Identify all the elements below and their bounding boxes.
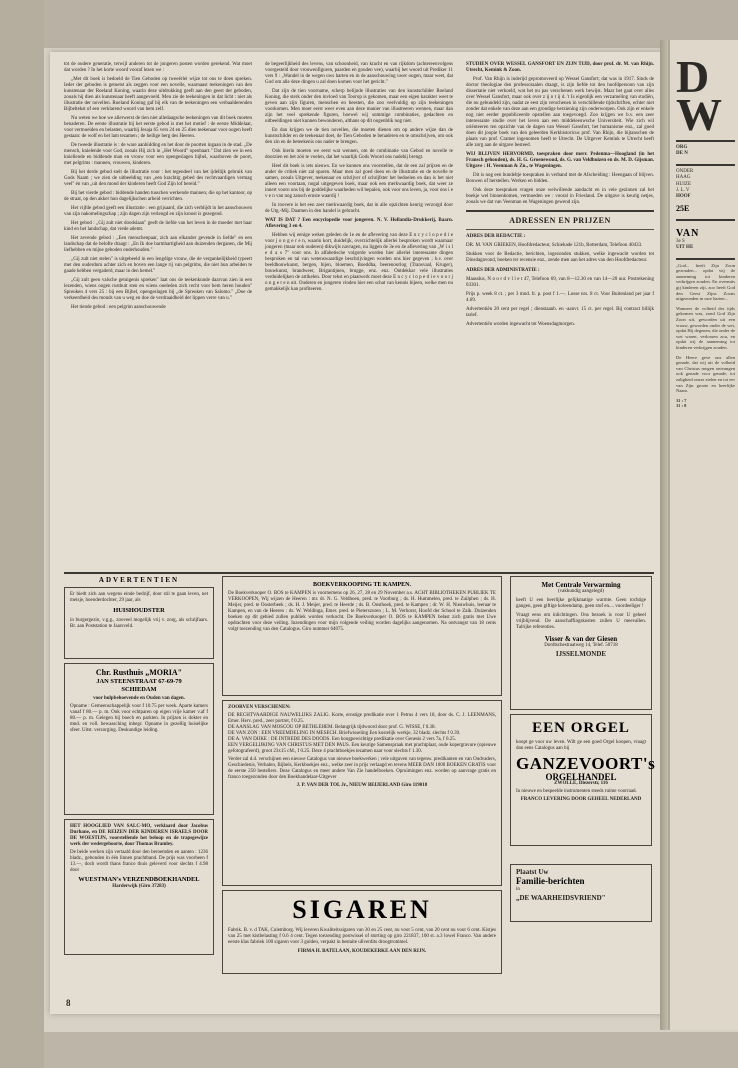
ad-body: De beide werken zijn vertaald door den beroemden en aanten : 1236 bladz., gebonden in één linnen prachtband. De prijs was voorheen f 13.—, doch wordt thans franco thuis geleverd voor slechts f 4.98 door	[70, 850, 208, 873]
ad-line-2: Familie-berichten	[516, 876, 585, 886]
ad-sigaren[interactable]	[222, 890, 502, 974]
ad-publisher: J. P. VAN DER TOL Jr., NIEUW BEIJERLAND Giro 119018	[296, 783, 428, 788]
ad-footer: Verder zal d.d. verschijnen een nieuwe Catalogus van nieuwe boekwerken ; vele uitgaven van tegenw. predikanten en van Oudvaders, Geschiedenis, Verhalen, Bijbels, Kerkboekjes enz., welke zeer in prijs verlaagd en tevens MEER DAN 1000 BOEKEN GRATIS voor de eerste 250 bestellers. Deze Catalogus en meer andere Van Zie handelboeken. Opruimingen enz. worden op aanvrage gratis en franco toegezonden door den Boekhandelaar-Uitgever	[228, 757, 496, 780]
masthead-sub-4: J. L. V	[676, 188, 690, 194]
ad-item: EEN VERGELIJKING VAN CHRISTUS MET DEN PAUS. Een keurige Samenspraak met prachtplaat, oude kopergravure (opieuwe gefotografeerd), groot 23x15 cM., f 0.25. Deze 4 prachtboekjes tezamen naar voor slechts f 1.30.	[228, 743, 496, 754]
ad-brand-2: ORGELHANDEL	[545, 772, 617, 782]
paragraph: „Met dit boek is bedoeld de Tien Geboden op tweeërlei wijze tot ons te doen spreken. Ieder der geboden is getoetst als zeggen voor een novelle, waarnaast teekeningen van den kunstenaar der Roeland Koning, waarin deze uitdrukking geeft aan den geest der geboden, zooals hij dien als kunstenaar heeft aangevoeld. Men zie de teekeningen in dat licht : niet als illustratie der novellen. Roeland Koning gaf bij elk van de teekeningen een verbaalderenden Bijbeltekst of een verklarend woord van hem zelf.	[64, 77, 252, 112]
article-column-2	[265, 62, 453, 296]
advertisement-header: ADVERTENTIEN	[98, 576, 180, 584]
masthead-sub-2: HAAG	[676, 175, 691, 181]
ad-city: IJSSELMONDE	[555, 650, 607, 658]
masthead-letter-d: D	[676, 51, 709, 102]
photo-background-bottom	[0, 1032, 738, 1068]
ad-brand: GANZEVOORT's	[516, 754, 656, 773]
paragraph: Dit is nog een bundeltje toespraken in verband met de Afscheiding : Heengaan of blijven. Bouwen of herstellen. Werken en bidden.	[466, 173, 654, 184]
paragraph: Het zevende gebod : „Een menschenpaar, zich aan elkander gevende in liefde" en een landschap dat de belofte draagt : „En Ik doe barmhartigheid aan duizenden derganen, die Mij liefhebben en mijne geboden onderhouden."	[64, 236, 252, 253]
divider	[466, 229, 654, 230]
divider	[676, 258, 735, 260]
ad-title: Chr. Rusthuis „MORIA"	[95, 668, 183, 677]
ad-title: ZOORVEN VERSCHENEN:	[228, 705, 291, 710]
paragraph: Hebben wij eenige weken geleden de 1e en de aflevering van deze E n c y c l o p e d i e voor j o n g e r e n, waarin kort, duidelijk, overzichtelijk allerlei besproken wordt waarnaar jongeren (maar ook ouderen) dikwijls navragen, nu liggen de 3e en 4e aflevering van „W i s l e d a s 7" voor ons. In alfabetische volgorde worden hier allerlei interessante dingen besproken en tal van wetenswaardige beschrijvingen worden ons hier gegeven ; b.v. over beeldhouwkunst, bergen, bijen, bloemen, Boeddha, beerenoorlog (Transvaal, Kruger), bouwkunst, brandweer, Brigantijnen, brugge, enz. enz. Ontdekkar vele illustraties verduidelijken de artikelen. Door tekst en plaatwerk moet deze E n c y c l o p e d i e v o o r j o n g e r e n uit. Ouderen en jongeren vinden hier een schat van kennis bijeen, welke men nu gemakkelijk kan profiteeren.	[265, 233, 453, 292]
ad-text: in burgergezin, v.g.g., zooveel mogelijk vrij v. zorg, als schrijfaars. Br. aan Poststation te Jaarsveld.	[70, 618, 208, 629]
photo-background-left	[0, 0, 44, 1068]
ad-footer: FRANCO LEVERING DOOR GEHEEL NEDERLAND	[520, 797, 642, 802]
paragraph: Nu weten we hoe we allerwerst de tien niet alledaagsche teekeningen van dit boek moeten benaderen. De eerste illustratie bij het eerste gebod is met het motief : de eerste Middelaar, voor vermoeiden en belasten, waarbij Jesaja 65 vers 24 en 25 dien teekenaar voor oogen heeft gestaan: de wolf en het lam tezamen ; de heilige berg des Heeren.	[64, 116, 252, 139]
redactie-title: ADRES DER REDACTIE :	[466, 234, 526, 239]
ad-moria[interactable]	[64, 663, 214, 815]
ad-title: Met Centrale Verwarming	[541, 581, 621, 589]
org-line-2: DE N	[676, 151, 688, 157]
ad-company: Visser & van der Giesen	[544, 635, 618, 643]
book-review-heading: WAT IS DAT ? Een encyclopedie voor jongeren. N. V. Hollandia-Drukkerij, Baarn. Aflevering 3 en 4.	[265, 218, 453, 229]
administratie-line: Advertentiën 20 cent per regel ; dienstaanb. en -aanvr. 15 ct. per regel. Bij contract billijk tarief.	[466, 307, 654, 318]
ad-centrale-verwarming[interactable]	[510, 576, 652, 710]
ad-huishoudster[interactable]	[64, 587, 214, 659]
divider	[676, 219, 735, 221]
article-column-3	[466, 62, 654, 331]
administratie-line: Maasslus, N o o r d v l l e t 47, Telefoon 69, van 8—12.30 en van 14—20 uur. Postrekening 03301.	[466, 277, 654, 288]
article-columns	[64, 62, 654, 331]
book-review-heading: STUDIEN OVER WESSEL GANSFORT EN ZIJN TIJD, door prof. dr. M. van Rhijn. Utrecht, Kemink & Zoon.	[466, 62, 654, 73]
paragraph: Heel dit boek is iets nieuws. En we kunnen ons voorstellen, dat de een zal prijzen en de ander de critiek niet zal sparen. Maar men zal goed doen en de illustratie en de novelle te samen, zooals Uitgever, teekenaar en schrijver of schrijfster het bedoelen en dan is het niet alleen een voortaan, nogal uitgegeven boek, maar ook een merkwaardig boek, dat weer ze innert voorn ons bij de goddelijke waarheden wil bepalen, ook voor ons leven, ja, voor ons i e v e n van nog zansch ernste waardij !	[265, 164, 453, 199]
ad-address: ZWOLLE, Diezerstr, 116	[554, 781, 608, 786]
ad-zoorven[interactable]	[222, 700, 502, 886]
ad-tagline: voor hulpbehoevende en Ouden van dagen.	[93, 696, 185, 701]
ad-title: SIGAREN	[292, 895, 432, 924]
section-heading-adressen: ADRESSEN EN PRIJZEN	[509, 216, 611, 225]
ad-body-2: Vraagt eens om inlichtingen. Ons bezoek is voor U geheel vrijblijvend. De aanschaffingskosten zullen U meevallen. Talrijke referenties.	[516, 613, 646, 630]
ad-advertiser: WUESTMAN's VERZENDBOEKHANDEL	[78, 876, 200, 883]
paragraph: „Gij zult geen valsche getuigenis spreken" laat ons de teekenkunde daarvan zien in een lezenden, wiens oogen rusthuit sten en wiens ooeleden zich recht voor hem heren houden" Spreuken 4 vers 25 : bij een Bijbel, opengeslagen bij „de Spreuken van Salomo." „Doe de verkeerdheid des monds van u weg en doe de verdraaidheid der lippen verre van u."	[64, 278, 252, 301]
ad-body: De Boekverkooper O. BOS te KAMPEN is voornemens op 26, 27, 28 en 29 November a.s. ACHT BIBLIOTHEKEN PUBLIEK TE VERKOOPEN, Wij wijzen de Heeren : mr. dr. N. G. Veldhoen, pred. te Voorburg ; ds. H. Hummelen, pred. te Zuilphen ; ds. H. Meijer, pred. te Oosterbeek ; ds. H. J. Meijer, pred. te Heerde ; ds. B. Oosthoek, pred. te Kampen ; dr. W. H. Nieuwhuis, leeraar te Kampen, en van de Heeren : ds. W. Woldinga, Emer. pred. te Pieterszuren ; L. M. Verhorst, Hoofd der School te Zaik. Duizenden boeken op dit gebied zullen publiek worden verkocht. De Boekverkooper O. BOS te KAMPEN belast zich gratis met Uwe opdrachten voor deze veiling. Inzendingen voor mijn volgende veiling worden dagelijks aangenomen. Na ontvangst van 18 cents volgt toezending van den Catalogus. Giro nummer 64075.	[228, 591, 496, 632]
paragraph: Ook deze toespraken vragen onze welwillende aandacht en in vele gezinnen zal het boekje wel binnenkomen, vermoeden we : vooral in Friesland. De uitgave is keurig netjes, zooals we dat van Veenman en Wageningen gewend zijn.	[466, 188, 654, 205]
ad-boekverkooping[interactable]	[222, 576, 502, 696]
redactie-line: Stukken voor de Redactie, berichten, ingezonden stukken, welke ingewacht worden tot Dinsdagavond, boeken ter recensie enz., zende men aan het adres van den Hoofdredacteur.	[466, 252, 654, 263]
ad-line-3: in	[516, 887, 520, 892]
page-number: 8	[66, 998, 71, 1008]
ad-title: HET HOOGLIED VAN SALC-MO, verklaard door Jacobus Durhane, en DE REIZEN DER KINDEREN ISRAELS DOOR DE WOESTIJN, voorstellende het beloop en de trapsgewijze werk der wedergeboorte, door Thomas Bramley.	[70, 824, 208, 847]
administratie-line: Advertentiën worden ingewacht tot Woensdagmorgen.	[466, 322, 575, 327]
paragraph: Ook hierin moeten we eerst wat wennen, om de combinatie van Gebod en novelle te doorzien en het zóó te voelen, dat het waarlijk Gods Woord ons nadebij brengt.	[265, 149, 453, 160]
right-page-sheet	[668, 40, 738, 1030]
ad-body-2: In nieuwe en bespeelde instrumenten steeds ruime voorraad.	[516, 789, 637, 794]
org-line-1: ORG	[676, 145, 688, 150]
section-heading-van: VAN	[676, 227, 700, 239]
paragraph: Dat zijn de tien voorname, scherp belijnde illustraties van den kunstschilder Roeland Koning, die sterk onder den invloed van Toorop is gekomen, maar een eigen karakter weet te geven aan zijn figuren, menschen en beesten, die zoo veelvuldig op zijn teekeningen voorkomen. Men moet eerst weer even aan deze manier van illustreeren wennen, maar dan zijn het veel sprekende figuren, hoewel wij sommige combinaties, gedachten en uitbeeldingen niet kunnen bewonderen, althans op dit oogenblik nog niet.	[265, 89, 453, 124]
ad-item: DE AANSLAG VAN MOSCOU OP BETHLEHEM. Belangrijk tijdwoord door prof. G. WISSE, f 0.38.	[228, 725, 436, 730]
ad-address: Dordtschestraatweg 14, Telef. 50718	[544, 643, 618, 648]
issue-number: 25E	[676, 203, 690, 213]
paragraph: tot de oudere generatie, terwijl anderen tot de jongeren posten worden gerekend. Wat moet dat worden ? In het korte woord vooraf lezen we :	[64, 62, 252, 73]
paragraph: „Gij zult niet stelen" is uitgebeeld in een lengdige vrouw, die de vergankelijkheid typeert met den ouderdom achter zich en boven een lange rij van pelgrims, die niet hun arbeiden te gaade hebben vergaderd, maar in den hemel."	[64, 257, 252, 274]
ad-item: DE VAN ZON : EEN VREEMDELING IN MESECH. Briefwisseling Een kostelijk werkje, 32 bladz. slechts f 0.39.	[228, 731, 461, 736]
ad-text: Er biedt zich aan wegens einde bedrijf, door stil te gaan leven, net meisje, hoenderdochter, 29 jaar, als	[70, 592, 208, 603]
sub-heading-1: 3e S	[676, 238, 685, 244]
ad-hooglied[interactable]	[64, 819, 214, 955]
ad-subtitle: (vakkundig aangelegd)	[558, 589, 604, 594]
divider	[676, 140, 735, 142]
right-page-paragraph: De Heere geve ons allen genade, dat wij uit de volheid van Christus mogen ontvangen ook genade voor genade, tot zaligheid onzer zielen en tot eer van Zijn groote en heerlijke Naam.	[676, 354, 735, 394]
ad-item: DE A. VAN DIJKE : DE INTREDE DES DOODS. Een hoogpewichtige predikatie over Genesis 2 vers 7a, f 0.25.	[228, 737, 456, 742]
redactie-line: DR. M. VAN GRIEKEN, Hoofdredacteur, Schiekade 121b, Rotterdam, Telefoon 40433.	[466, 243, 643, 248]
ad-title: BOEKVERKOOPING TE KAMPEN.	[312, 582, 412, 588]
paragraph: Bij het derde gebod stelt de illustratie voor : het tegendeel van het ijdellijk gebruik van Gods Naam ; we zien de uitbeelding van „een krachtig gebed des rechtvaardigen vermag veel" én van „uit den mond der kinderen heeft God Zijn lof bereid."	[64, 170, 252, 187]
masthead-sub-3: HUIZE	[676, 181, 691, 187]
ad-familie-berichten[interactable]	[510, 864, 652, 922]
right-page-paragraph: „God... heeft Zijn Zoon gezonden... opdat wij de aanneming tot kinderen verkrijgen zouden. En overmits gij kinderen zijt, zoo heeft God den Geest Zijns Zoons uitgezonden in uwe harten...	[676, 262, 735, 302]
ad-orgel[interactable]	[510, 714, 656, 846]
divider	[466, 210, 654, 212]
photo-background-top	[0, 0, 738, 48]
paragraph: In roovere is het een zeer merkwaardig boek, dat in alle opzichten keurig verzorgd door de Utg.-Mij. Daamen in den handel is gebracht.	[265, 203, 453, 214]
sub-heading-2: UIT HE	[676, 245, 694, 251]
divider	[676, 164, 735, 166]
administratie-title: ADRES DER ADMINISTRATIE :	[466, 268, 540, 273]
ad-title: EEN ORGEL	[532, 720, 630, 736]
ad-line-4: „DE WAARHEIDSVRIEND"	[516, 894, 606, 902]
paragraph: Het vijfde gebod geeft een illustratie : een grijsaard, die zich verblijdt in het aanschouwen van zijn nakomelingschap ; zijn dagen zijn verlengd en zijn kroost is gezegend.	[64, 206, 252, 217]
right-page-paragraph: Wanneer de volheid des tijds gekomen was, zond God Zijn Zoon uit, geworden uit een vrouw, geworden onder de wet, opdat Hij degenen, die onder de wet waren, verlossen zou, en opdat wij de aanneming tot kinderen verkrijgen zouden.	[676, 305, 735, 350]
ad-company: FIRMA H. BATELAAN, KOUDEKERKE AAN DEN RIJN.	[297, 949, 427, 954]
ad-body: Opname : Gemeenschappelijk voor f 10.75 per week. Aparte kamers vanaf f 80.— p. m. Ook voor echtparen op eigen vrije kamer v.af f 80.— p. m. Gelegen bij boech en parkten. In prijzen is dokter en mnd. en voll. bewassching inbegr. Opname in gezellig huiselijke sfeer. Uitst. verzorging. Deskundige leiding.	[70, 704, 208, 733]
paragraph: Prof. Van Rhijn is inderijd gepromoveerd op Wessel Gansfort; dat was in 1917. Sinds de doctor theologiae den professoraalen draagt, is zijn liefde tot den hoofdpersoon van zijn dissertatie niet verkoeld, wat het nu pas verschenen werk bewijst. Maar het gaat over alles over Wessel Gansfort, maar ook over z ij n t ij d. 't Is eigenlijk een verzameling van studiën, die nu gebundeld zijn, nadat ze eest zijn verschenen in verschillende tijdschriften, echter niet zonder dat enkele van deze aan een grondige herziening zijn onderworpen. Ook zijn er enkele nog niet eerder gepubliceerde opstellen aan toegevoegd. Zoo krijgen we b.v. een zeer interessante studie over het leven aan een middeleeuwsche Universiteit. Wie zich wil oriënteeren ten opzichte van de dagen van Wessel Gansfort, het humanisme enz., zal goed doen dit joopie boek van den geleerden Kerkhistoricus prof. Van Rhijn, die bijtanschen de plaats van prof. Cramer ingenomen heeft te Utrecht. De Uitgever Kemink te Utrecht heeft alle zorg aan de uitgave besteed.	[466, 77, 654, 148]
paragraph: Bij het vierde gebod : biddende handen tusschen werkende mannen; die op het kantoor, op de straat, op den akker hun dagelijkschen arbeid verrichten.	[64, 191, 252, 202]
ad-subtitle: JAN STEENSTRAAT 67-69-79	[96, 678, 182, 685]
verse-number-1: 11 : 7	[676, 397, 687, 403]
article-column-1	[64, 62, 252, 314]
administratie-line: Prijs p. week 8 ct. ; per 3 mnd. fr. p. post f 1.—. Losse nrs. 8 ct. Voor Buitenland per jaar f 4.69.	[466, 292, 654, 303]
ad-body: Fabrik. B. v. d TAK, Culemborg. Wij leveren Kwaliteitssigaren van 30 en 25 cent, nu voor 5 cent, van 20 cent nu voor 6 cent. Kistjes van 25 met kistbelasting f 0.6 4 cent. Tegen toezending postwissel of storting op giro 221837, 100 st. a.3 lowel Franco. Van andere eerste klas fabriek 100 sigaren voor 3 gulden, verpakt in bestaite ullverdits droogtrommel.	[228, 928, 496, 945]
paragraph: En dan krijgen we de tien novellen, die moeten dienen om op andere wijze dan de kunstschilder en de teekenaar doet, de Tien Geboden te benaderen en te omschrijven, om ook den zin en de beteekenis ons nader te brengen.	[265, 128, 453, 145]
verse-number-2: 11 : 8	[676, 403, 687, 409]
ad-body: heeft U een heerlijke gelijkmatige warmte. Geen tochtige gangen, geen giftige koleendamp, geen stof en.... voordeeliger !	[516, 598, 646, 609]
ad-city: SCHIEDAM	[121, 686, 157, 693]
ad-advertiser-2: Harderwijk (Giro 37283)	[112, 884, 166, 889]
left-page-sheet	[50, 52, 668, 1014]
ad-line-1: Plaatst Uw	[516, 868, 549, 876]
paragraph: Het gebod : „Gij zult niet doodslaan" geeft de liefde van het leven in de moeder met haar kind en het landschap, dat vrede ademt.	[64, 221, 252, 232]
paragraph: de begeerlijkheid des levens, van schoonheid, van kracht en van rijkdom (achtereenvolgens voorgesteld door vrouwenfiguren, paarden en gouden vee), waarbij het woord uit Prediker 11 vers 9 : „Wandel in de wegen uws harten en in de aanschouwing uwer oogen, maar weet, dat God om alle deze dingen u zal doen komen voor het gericht."	[265, 62, 453, 85]
advertisement-zone	[64, 572, 654, 1004]
ad-title: HUISHOUDSTER	[113, 607, 165, 614]
paragraph: Het tiende gebod : een pelgrim aanschouwende	[71, 305, 166, 310]
paragraph: De tweede illustratie is : de ware aanbidding en het door de poorten ingaan in de stad. „De mensch, knielende voor God, zooals Hij zich in „Het Woord" openbaart." Dat zien we in een kniellende en biddende man en vrouw voor een opengeslagen bijbel, waarboven de poort, met pelgrims : mannen, vrouwen, kinderen.	[64, 143, 252, 166]
ad-item: DE RECHTVAARDIGE NAUWELIJKS ZALIG. Korte, ernstige predikatie over 1 Petrus 4 vers 18, door ds. C. J. LEENMANS, Emer. Herv. pred., zeer portret, f 0.25.	[228, 713, 496, 724]
masthead-letter-w: W	[676, 89, 721, 140]
book-review-heading-2: WIJ BLIJVEN HERVORMD, toespraken door merr. Pedenma—Hoogland (in het Fransch gehouden), ds. H. G. Groenewoud, ds. G. van Veldhuizen en ds. M. D. Gijsman. Uitgave : H. Veenman & Zn., te Wageningen.	[466, 152, 654, 169]
masthead-sub-1: ONDER	[676, 168, 694, 174]
masthead-sub-5: HOOF	[676, 194, 691, 200]
ad-body: koopt ge voor uw leven. Wilt ge een goed Orgel koopen, vraagt dan eens Catalogus aan bij	[516, 740, 646, 751]
